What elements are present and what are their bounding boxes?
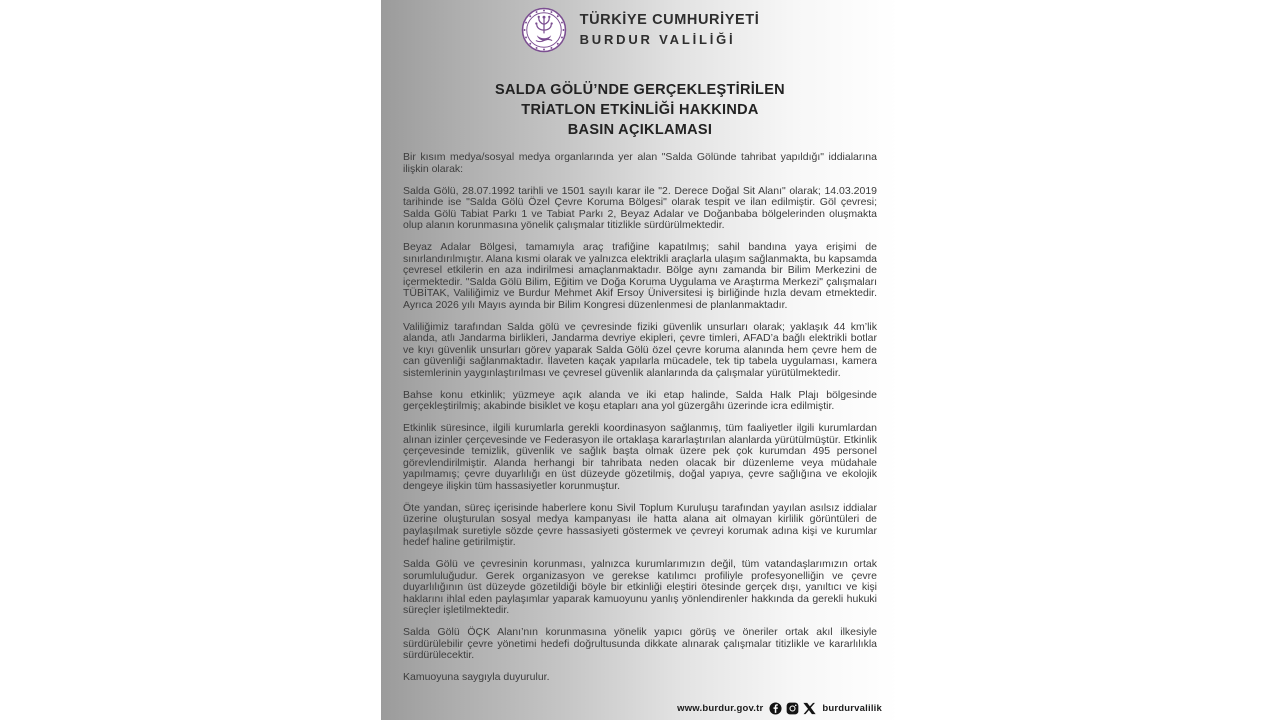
title-line-3: BASIN AÇIKLAMASI <box>567 122 713 138</box>
title-line-1: SALDA GÖLÜ’NDE GERÇEKLEŞTİRİLEN <box>495 82 785 98</box>
paragraph-coordination: Etkinlik süresince, ilgili kurumlarla gerekli koordinasyon sağlanmış, tüm faaliyetler ilgili kurumlardan alınan izinler çerçevesinde ve Federasyon ile ortaklaşa kararlaştırılan alanlarda yürütülmüştür. Etkinlik çerçevesinde temizlik, güvenlik ve sağlık başta olmak üzere pek çok kurumdan 495 personel görevlendirilmiştir. Alanda herhangi bir tahribata neden olacak bir düzenleme veya müdahale yapılmamış; çevre duyarlılığı en üst düzeyde gözetilmiş, doğal yapıya, çevre sağlığına ve ekolojik dengeye ilişkin tüm hassasiyetler korunmuştur. <box>403 422 877 492</box>
paragraph-future-commitment: Salda Gölü ÖÇK Alanı’nın korunmasına yönelik yapıcı görüş ve öneriler ortak akıl ilkesiyle sürdürülebilir çevre yönetimi hedefi doğrultusunda dikkate alınarak çalışmalar titizlikle ve kararlılıkla sürdürülecektir. <box>403 626 877 661</box>
title-line-2: TRİATLON ETKİNLİĞİ HAKKINDA <box>521 102 759 118</box>
social-handle: burdurvalilik <box>822 703 882 714</box>
org-name-governorship: BURDUR VALİLİĞİ <box>579 32 736 47</box>
paragraph-intro: Bir kısım medya/sosyal medya organlarında yer alan "Salda Gölünde tahribat yapıldığı" iddialarına ilişkin olarak: <box>403 151 877 175</box>
flyer-footer <box>677 702 882 715</box>
paragraph-security-measures: Valiliğimiz tarafından Salda gölü ve çevresinde fiziki güvenlik unsurları olarak; yaklaşık 44 km’lik alanda, atlı Jandarma birlikleri, Jandarma devriye ekipleri, çevre timleri, AFAD’a bağlı elektrikli botlar ve kıyı güvenlik unsurları görev yaparak Salda Gölü özel çevre koruma alanında hem çevre hem de can güvenliği sağlanmaktadır. İlaveten kaçak yapılarla mücadele, tek tip tabela uygulaması, kamera sistemlerinin yaygınlaştırılması ve çevresel güvenlik alanlarında da çalışmalar yürütülmektedir. <box>403 320 877 379</box>
paragraph-legal-action: Salda Gölü ve çevresinin korunması, yalnızca kurumlarımızın değil, tüm vatandaşlarımızın ortak sorumluluğudur. Gerek organizasyon ve gerekse katılımcı profiliyle profesyonelliğin ve çevre duyarlılığının üst düzeyde gözetildiği böyle bir etkinliği eleştiri ötesinde gerçek dışı, yanıltıcı ve kişi haklarını ihlal eden paylaşımlar yaparak kamuoyunu yanlış yönlendirenler hakkında da gerekli hukuki süreçler işletilmektedir. <box>403 558 877 616</box>
burdur-governorship-emblem-icon <box>521 7 567 53</box>
paragraph-closing: Kamuoyuna saygıyla duyurulur. <box>403 671 550 683</box>
paragraph-event-location: Bahse konu etkinlik; yüzmeye açık alanda ve iki etap halinde, Salda Halk Plajı bölgesinde gerçekleştirilmiş; akabinde bisiklet ve koşu etapları ana yol güzergâhı üzerinde icra edilmiştir. <box>403 388 877 412</box>
org-names <box>580 12 760 48</box>
paragraph-beyaz-adalar: Beyaz Adalar Bölgesi, tamamıyla araç trafiğine kapatılmış; sahil bandına yaya erişimi de sınırlandırılmıştır. Alana kısmi olarak ve yalnızca elektrikli araçlarla ulaşım sağlanmakta, bu kapsamda çevresel etkilerin en aza indirilmesi amaçlanmaktadır. Bölge aynı zamanda bir Bilim Merkezini de içermektedir. "Salda Gölü Bilim, Eğitim ve Doğa Koruma Uygulama ve Araştırma Merkezi" çalışmaları TÜBİTAK, Valiliğimiz ve Burdur Mehmet Akif Ersoy Üniversitesi iş birliğinde hızla devam etmektedir. Ayrıca 2026 yılı Mayıs ayında bir Bilim Kongresi düzenlenmesi de planlanmaktadır. <box>403 241 877 311</box>
org-header <box>381 7 899 53</box>
press-release-body <box>403 152 877 694</box>
paragraph-protection-status: Salda Gölü, 28.07.1992 tarihli ve 1501 sayılı karar ile "2. Derece Doğal Sit Alanı" olarak; 14.03.2019 tarihinde ise "Salda Gölü Özel Çevre Koruma Bölgesi" olarak tespit ve ilan edilmiştir. Göl çevresi; Salda Gölü Tabiat Parkı 1 ve Tabiat Parkı 2, Beyaz Adalar ve Doğanbaba bölgelerinden oluşmakta olup alanın korunmasına yönelik çalışmalar titizlikle sürdürülmektedir. <box>403 184 877 231</box>
press-release-flyer <box>381 0 899 720</box>
press-release-title <box>381 80 899 140</box>
website-url: www.burdur.gov.tr <box>677 703 764 714</box>
instagram-icon <box>786 702 799 715</box>
paragraph-false-claims: Öte yandan, süreç içerisinde haberlere konu Sivil Toplum Kuruluşu tarafından yayılan asılsız iddialar üzerine oluşturulan sosyal medya kampanyası ile hatta alana ait olmayan kirlilik görüntüleri de paylaşılmak suretiyle sözde çevre hassasiyeti göstermek ve çevreyi korumak adına kişi ve kurumlar hedef haline getirilmiştir. <box>403 501 877 548</box>
x-icon <box>803 702 816 715</box>
facebook-icon <box>769 702 782 715</box>
org-name-country: TÜRKİYE CUMHURİYETİ <box>579 12 760 28</box>
